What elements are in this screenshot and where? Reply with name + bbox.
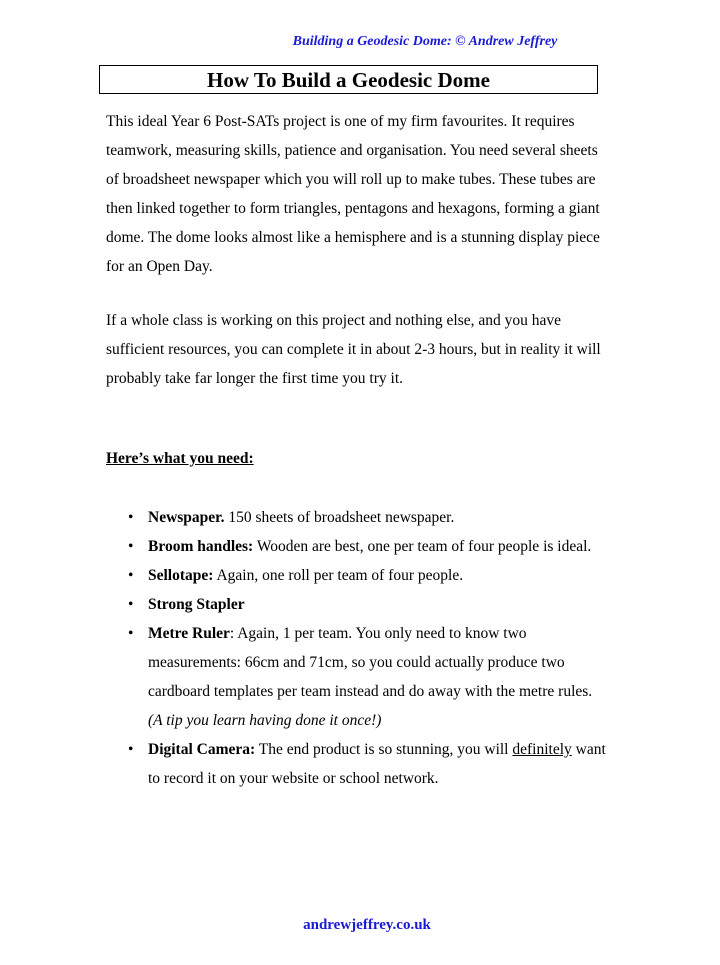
bullet-icon: •: [128, 625, 134, 642]
needs-heading: Here’s what you need:: [106, 450, 254, 467]
item-text: 150 sheets of broadsheet newspaper.: [224, 509, 455, 526]
footer-website-link[interactable]: andrewjeffrey.co.uk: [303, 917, 431, 933]
list-item-newspaper: [128, 503, 606, 532]
bullet-icon: •: [128, 538, 134, 555]
item-text-after: want to record it on your website or school network.: [148, 741, 606, 787]
list-item-sellotape: [128, 561, 606, 590]
item-text: The end product is so stunning, you will: [255, 741, 513, 758]
running-header: Building a Geodesic Dome: © Andrew Jeffrey: [292, 34, 558, 49]
item-text: : Again, 1 per team. You only need to know two measurements: 66cm and 71cm, so you could actually produce two cardboard templates per team instead and do away with the metre rules.: [148, 625, 593, 700]
list-item-digital-camera: [128, 735, 606, 793]
item-tip: (A tip you learn having done it once!): [148, 712, 382, 729]
bullet-icon: •: [128, 741, 134, 758]
intro-paragraph-1: This ideal Year 6 Post-SATs project is one of my firm favourites. It requires teamwork, measuring skills, patience and organisation. You need several sheets of broadsheet newspaper which you will roll up to make tubes. These tubes are then linked together to form triangles, pentagons and hexagons, forming a giant dome. The dome looks almost like a hemisphere and is a stunning display piece for an Open Day.: [106, 113, 600, 275]
item-term: Digital Camera:: [148, 741, 256, 758]
item-term: Newspaper.: [148, 509, 225, 526]
bullet-icon: •: [128, 567, 134, 584]
item-term: Broom handles:: [148, 538, 254, 555]
item-text: Wooden are best, one per team of four people is ideal.: [253, 538, 592, 555]
list-item-strong-stapler: [128, 590, 606, 619]
item-text: Again, one roll per team of four people.: [213, 567, 464, 584]
item-term: Sellotape:: [148, 567, 214, 584]
intro-paragraph-2: If a whole class is working on this project and nothing else, and you have sufficient resources, you can complete it in about 2-3 hours, but in reality it will probably take far longer the first time you try it.: [106, 312, 601, 387]
item-term: Metre Ruler: [148, 625, 230, 642]
bullet-icon: •: [128, 596, 134, 613]
list-item-metre-ruler: [128, 619, 606, 735]
item-emphasis: definitely: [512, 741, 572, 758]
page-title: How To Build a Geodesic Dome: [99, 65, 598, 94]
needs-list: [106, 503, 606, 793]
bullet-icon: •: [128, 509, 134, 526]
list-item-broom-handles: [128, 532, 606, 561]
item-term: Strong Stapler: [148, 596, 245, 613]
